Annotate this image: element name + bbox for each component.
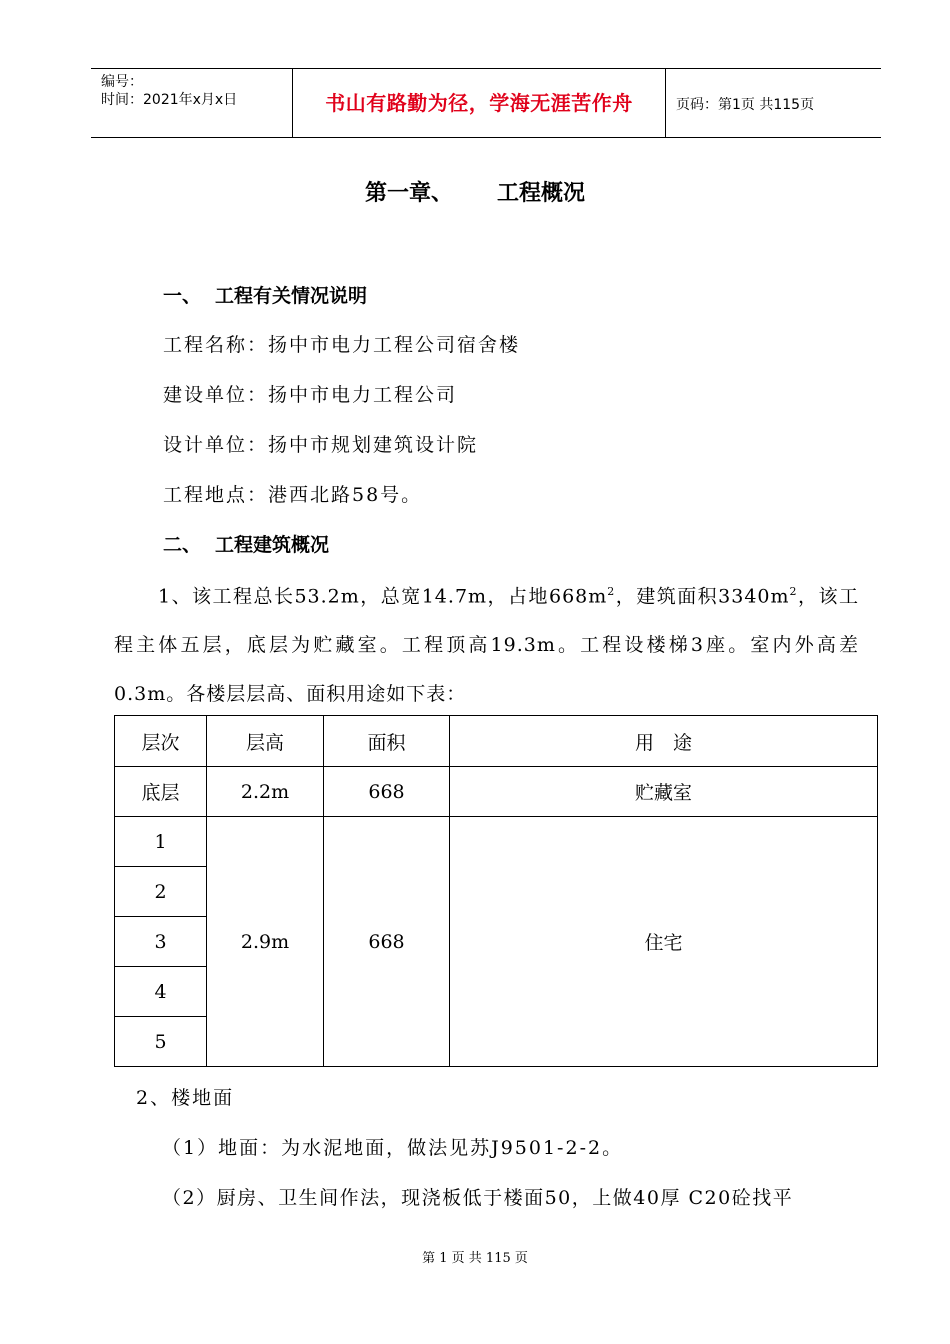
floor-table: [114, 715, 878, 1067]
table-header-cell: 用 途: [450, 716, 878, 767]
table-header-row: [115, 716, 878, 767]
table-cell: 3: [115, 917, 207, 967]
ground-finish-line: （1）地面：为水泥地面，做法见苏J9501-2-2。: [162, 1137, 624, 1159]
table-row: [115, 817, 878, 867]
chapter-title: [0, 176, 950, 207]
floor-finish-heading: 2、楼地面: [136, 1087, 235, 1109]
page-footer: 第 1 页 共 115 页: [422, 1251, 528, 1266]
section-title: 工程有关情况说明: [215, 285, 368, 307]
section-heading-1: [163, 281, 367, 308]
superscript: 2: [607, 585, 616, 598]
section-number: 二、: [163, 534, 202, 556]
doc-date-label: 时间：2021年x月x日: [101, 92, 238, 108]
table-cell: 2.2m: [207, 767, 324, 817]
location-line: 工程地点：港西北路58号。: [163, 484, 423, 506]
table-header-cell: 面积: [324, 716, 450, 767]
page-header: [91, 68, 881, 138]
table-header-cell: 层高: [207, 716, 324, 767]
para-text: ，该工程主体五层，底层为贮藏室。工程顶高19.3m。工程设楼梯3座。室内外高差0.3m。各楼层层高、面积用途如下表：: [114, 585, 859, 706]
section-heading-2: [163, 530, 329, 557]
section-number: 一、: [163, 285, 202, 307]
table-cell-merged-use: 住宅: [450, 817, 878, 1067]
table-cell: 668: [324, 767, 450, 817]
superscript: 2: [789, 585, 798, 598]
doc-number-label: 编号：: [101, 74, 143, 90]
table-cell-merged-height: 2.9m: [207, 817, 324, 1067]
chapter-number: 第一章、: [364, 181, 453, 206]
table-cell: 贮藏室: [450, 767, 878, 817]
para-text: ，建筑面积3340m: [615, 585, 790, 608]
header-motto: 书山有路勤为径，学海无涯苦作舟: [325, 91, 633, 115]
kitchen-finish-line: （2）厨房、卫生间作法，现浇板低于楼面50，上做40厚 C20砼找平: [162, 1187, 794, 1209]
table-row: [115, 767, 878, 817]
section-title: 工程建筑概况: [215, 534, 330, 556]
table-cell: 5: [115, 1017, 207, 1067]
building-overview-paragraph: [114, 567, 859, 719]
chapter-name: 工程概况: [497, 181, 586, 206]
table-cell: 1: [115, 817, 207, 867]
project-name-line: 工程名称：扬中市电力工程公司宿舍楼: [163, 334, 521, 356]
table-cell: 底层: [115, 767, 207, 817]
header-page-cell: [666, 69, 881, 137]
header-left-cell: [91, 69, 293, 137]
table-header-cell: 层次: [115, 716, 207, 767]
designer-line: 设计单位：扬中市规划建筑设计院: [163, 434, 479, 456]
table-cell: 4: [115, 967, 207, 1017]
header-motto-cell: [293, 69, 666, 137]
para-text: 1、该工程总长53.2m，总宽14.7m，占地668m: [158, 585, 608, 608]
header-page-code: 页码：第1页 共115页: [676, 97, 815, 113]
table-cell: 2: [115, 867, 207, 917]
table-cell-merged-area: 668: [324, 817, 450, 1067]
builder-line: 建设单位：扬中市电力工程公司: [163, 384, 458, 406]
